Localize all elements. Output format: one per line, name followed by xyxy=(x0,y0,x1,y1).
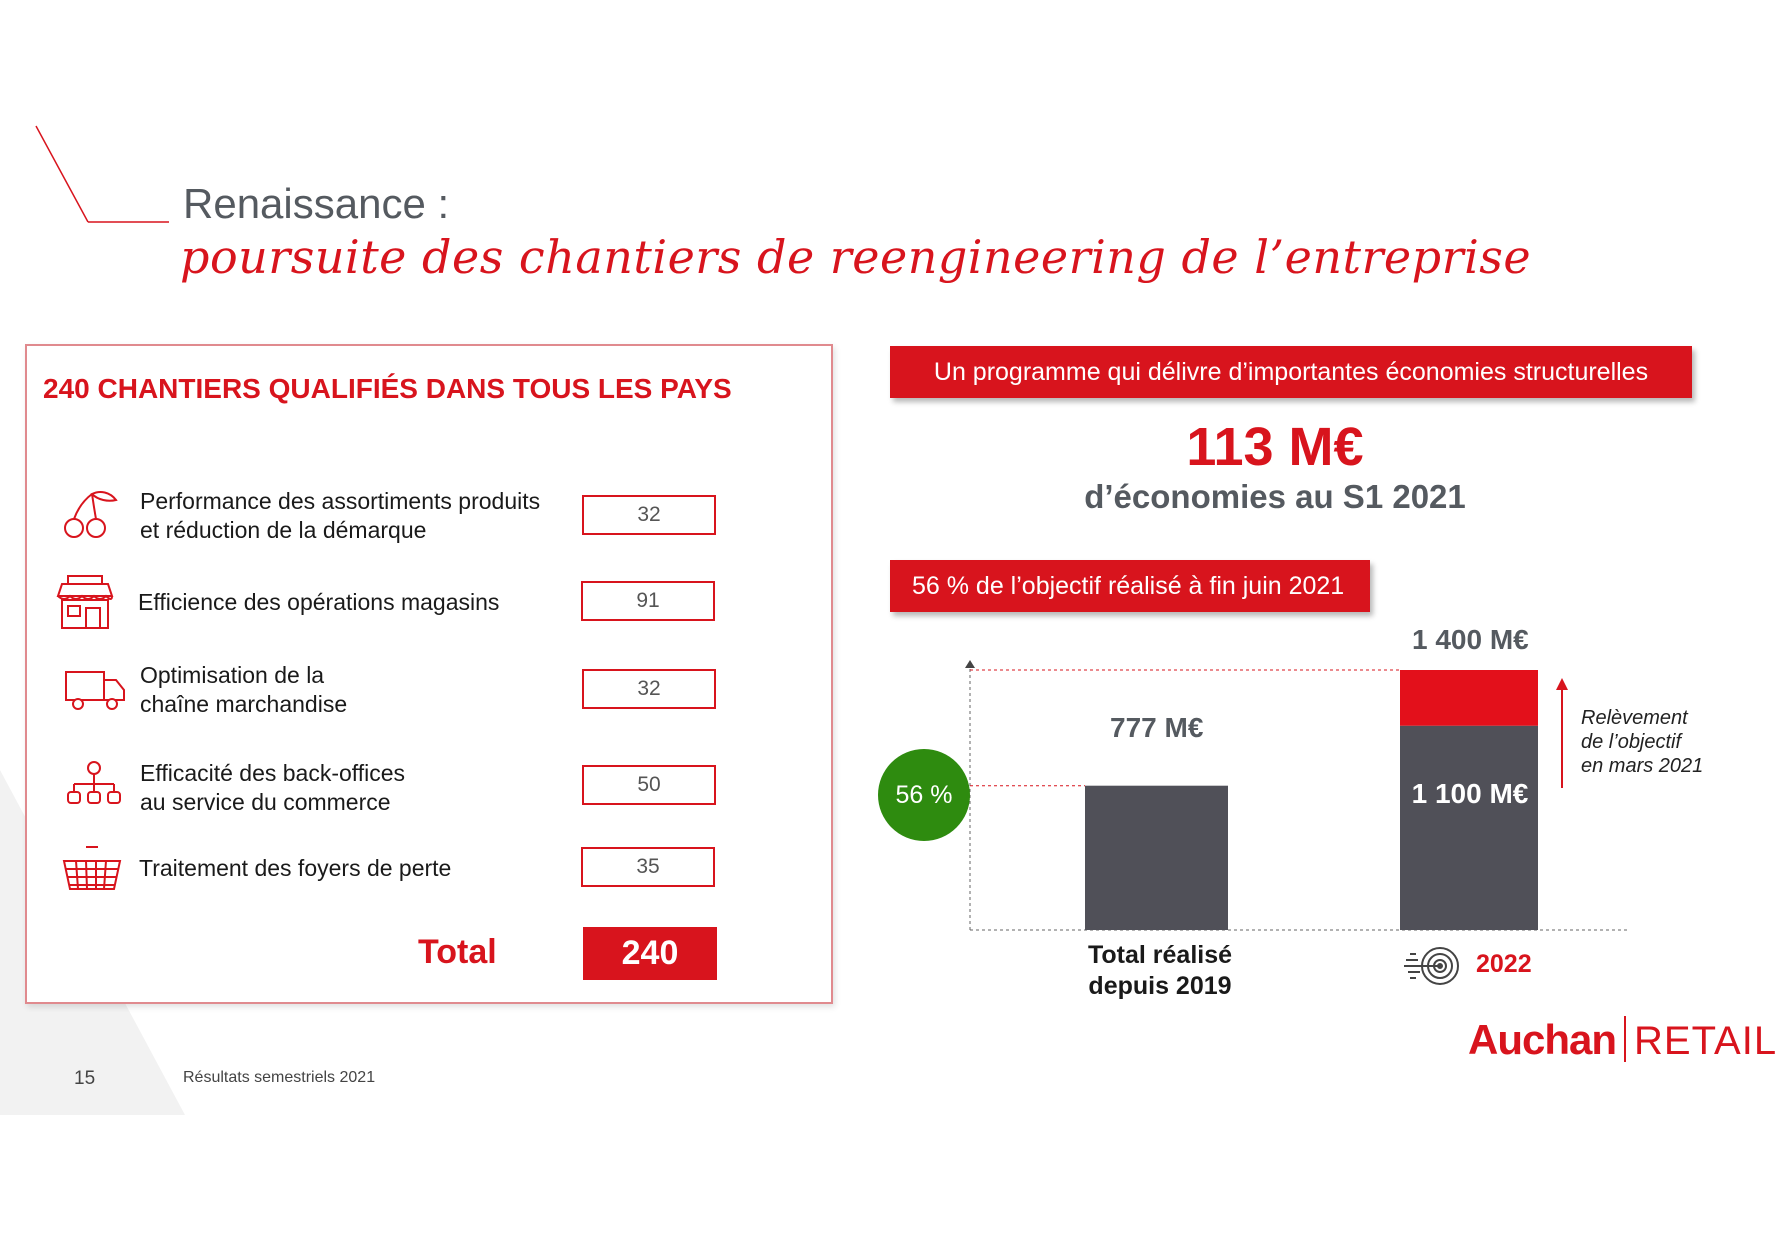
page-title: Renaissance : xyxy=(183,180,450,227)
data-label-realised: 777 M€ xyxy=(1110,712,1204,743)
raise-arrow-head xyxy=(1556,678,1568,690)
cherry-icon xyxy=(58,488,122,544)
bar-2-segment-1 xyxy=(1400,726,1538,930)
value-chaine: 32 xyxy=(582,669,716,709)
store-icon xyxy=(56,574,120,630)
category-label-realised: Total réalisé depuis 2019 xyxy=(1087,941,1233,1000)
target-icon xyxy=(1400,942,1464,990)
objective-banner: 56 % de l’objectif réalisé à fin juin 2021 xyxy=(890,560,1370,612)
value-magasins: 91 xyxy=(581,581,715,621)
value-pertes: 35 xyxy=(581,847,715,887)
savings-chart xyxy=(860,620,1740,940)
basket-icon xyxy=(62,845,126,901)
org-chart-icon xyxy=(64,758,128,814)
value-assortiments: 32 xyxy=(582,495,716,535)
value-back-offices: 50 xyxy=(582,765,716,805)
total-label: Total xyxy=(418,933,497,971)
objective-raise-note: Relèvement de l’objectif en mars 2021 xyxy=(1581,707,1704,777)
row-label-back-offices: Efficacité des back-offices au service du commerce xyxy=(140,760,406,815)
bar-2-segment-2 xyxy=(1400,670,1538,726)
auchan-retail-logo: Auchan RETAIL xyxy=(1468,1016,1777,1063)
percent-marker: 56 % xyxy=(878,749,970,841)
row-label-magasins: Efficience des opérations magasins xyxy=(138,589,500,615)
page-subtitle: poursuite des chantiers de reengineering de l’entreprise xyxy=(180,230,1532,284)
row-label-assortiments: Performance des assortiments produits et réduction de la démarque xyxy=(140,488,541,543)
truck-icon xyxy=(64,664,128,720)
row-label-pertes: Traitement des foyers de perte xyxy=(139,855,452,881)
row-label-chaine: Optimisation de la chaîne marchandise xyxy=(140,662,348,717)
page-number: 15 xyxy=(74,1068,96,1089)
savings-caption: d’économies au S1 2021 xyxy=(1084,478,1466,515)
data-label-target-base: 1 100 M€ xyxy=(1411,778,1529,809)
category-label-target: 2022 xyxy=(1476,950,1532,978)
data-label-target-total: 1 400 M€ xyxy=(1412,624,1529,655)
footer-text: Résultats semestriels 2021 xyxy=(183,1069,376,1086)
total-value: 240 xyxy=(583,927,717,980)
panel-heading: 240 CHANTIERS QUALIFIÉS DANS TOUS LES PAYS xyxy=(43,373,732,404)
savings-amount: 113 M€ xyxy=(1186,417,1364,477)
bar-1-segment-1 xyxy=(1085,786,1228,930)
savings-banner: Un programme qui délivre d’importantes économies structurelles xyxy=(890,346,1692,398)
y-axis-arrow xyxy=(965,660,975,668)
